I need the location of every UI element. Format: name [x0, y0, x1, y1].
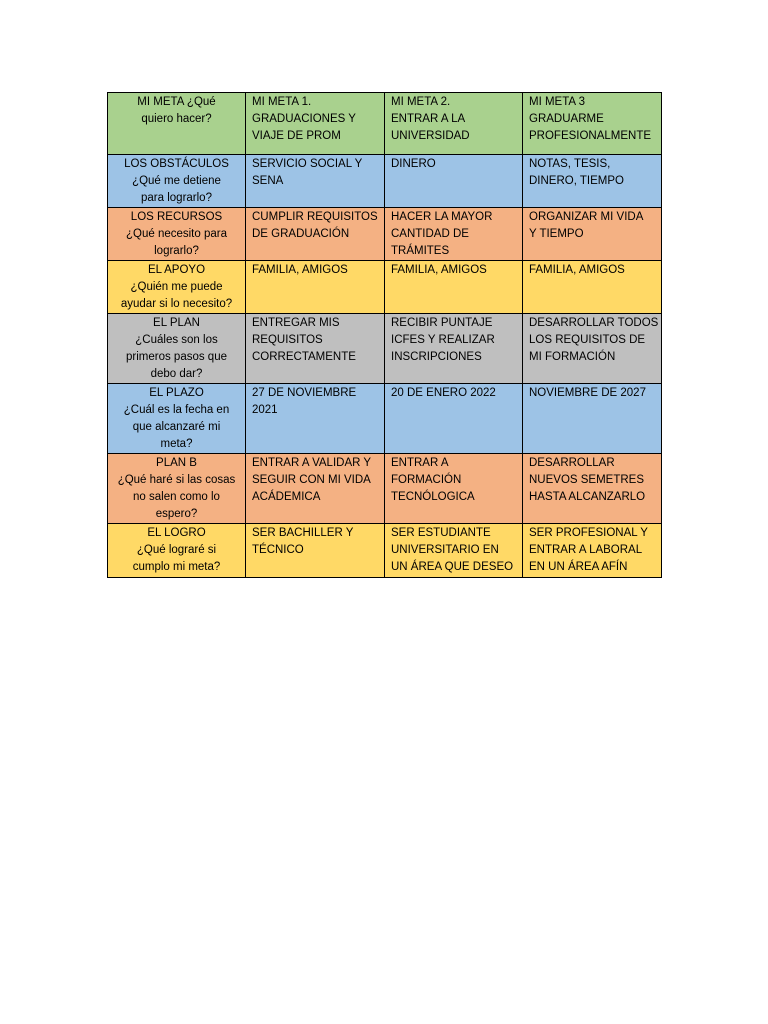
cell-apoyo-3: FAMILIA, AMIGOS	[523, 261, 662, 314]
cell-logro-2: SER ESTUDIANTE UNIVERSITARIO EN UN ÁREA QUE DESEO	[385, 524, 523, 578]
cell-plan-2: RECIBIR PUNTAJE ICFES Y REALIZAR INSCRIPCIONES	[385, 314, 523, 384]
row-label-plazo: EL PLAZO ¿Cuál es la fecha en que alcanzaré mi meta?	[108, 384, 246, 454]
cell-plan-b-1: ENTRAR A VALIDAR Y SEGUIR CON MI VIDA ACÁDEMICA	[246, 454, 385, 524]
cell-plan-1: ENTREGAR MIS REQUISITOS CORRECTAMENTE	[246, 314, 385, 384]
table-row-plan	[108, 314, 662, 384]
table-row-obstaculos	[108, 155, 662, 208]
row-label-plan: EL PLAN ¿Cuáles son los primeros pasos que debo dar?	[108, 314, 246, 384]
row-label-meta: MI META ¿Qué quiero hacer?	[108, 93, 246, 155]
table-row-logro	[108, 524, 662, 578]
row-label-plan-b: PLAN B ¿Qué haré si las cosas no salen como lo espero?	[108, 454, 246, 524]
cell-meta-3: MI META 3 GRADUARME PROFESIONALMENTE	[523, 93, 662, 155]
cell-plazo-2: 20 DE ENERO 2022	[385, 384, 523, 454]
cell-plan-3: DESARROLLAR TODOS LOS REQUISITOS DE MI FORMACIÓN	[523, 314, 662, 384]
row-label-apoyo: EL APOYO ¿Quién me puede ayudar si lo necesito?	[108, 261, 246, 314]
cell-meta-1: MI META 1. GRADUACIONES Y VIAJE DE PROM	[246, 93, 385, 155]
cell-obstaculos-2: DINERO	[385, 155, 523, 208]
cell-recursos-3: ORGANIZAR MI VIDA Y TIEMPO	[523, 208, 662, 261]
row-label-logro: EL LOGRO ¿Qué lograré si cumplo mi meta?	[108, 524, 246, 578]
cell-recursos-2: HACER LA MAYOR CANTIDAD DE TRÁMITES	[385, 208, 523, 261]
row-label-recursos: LOS RECURSOS ¿Qué necesito para lograrlo?	[108, 208, 246, 261]
cell-meta-2: MI META 2. ENTRAR A LA UNIVERSIDAD	[385, 93, 523, 155]
cell-logro-1: SER BACHILLER Y TÉCNICO	[246, 524, 385, 578]
cell-plan-b-3: DESARROLLAR NUEVOS SEMETRES HASTA ALCANZARLO	[523, 454, 662, 524]
table-row-plazo	[108, 384, 662, 454]
cell-logro-3: SER PROFESIONAL Y ENTRAR A LABORAL EN UN ÁREA AFÍN	[523, 524, 662, 578]
table-row-apoyo	[108, 261, 662, 314]
table-row-meta	[108, 93, 662, 155]
table-row-recursos	[108, 208, 662, 261]
cell-plan-b-2: ENTRAR A FORMACIÓN TECNÓLOGICA	[385, 454, 523, 524]
cell-plazo-3: NOVIEMBRE DE 2027	[523, 384, 662, 454]
cell-obstaculos-3: NOTAS, TESIS, DINERO, TIEMPO	[523, 155, 662, 208]
cell-apoyo-2: FAMILIA, AMIGOS	[385, 261, 523, 314]
cell-recursos-1: CUMPLIR REQUISITOS DE GRADUACIÓN	[246, 208, 385, 261]
cell-apoyo-1: FAMILIA, AMIGOS	[246, 261, 385, 314]
cell-plazo-1: 27 DE NOVIEMBRE 2021	[246, 384, 385, 454]
cell-obstaculos-1: SERVICIO SOCIAL Y SENA	[246, 155, 385, 208]
table-row-plan-b	[108, 454, 662, 524]
row-label-obstaculos: LOS OBSTÁCULOS ¿Qué me detiene para lograrlo?	[108, 155, 246, 208]
goal-plan-table	[107, 92, 662, 578]
